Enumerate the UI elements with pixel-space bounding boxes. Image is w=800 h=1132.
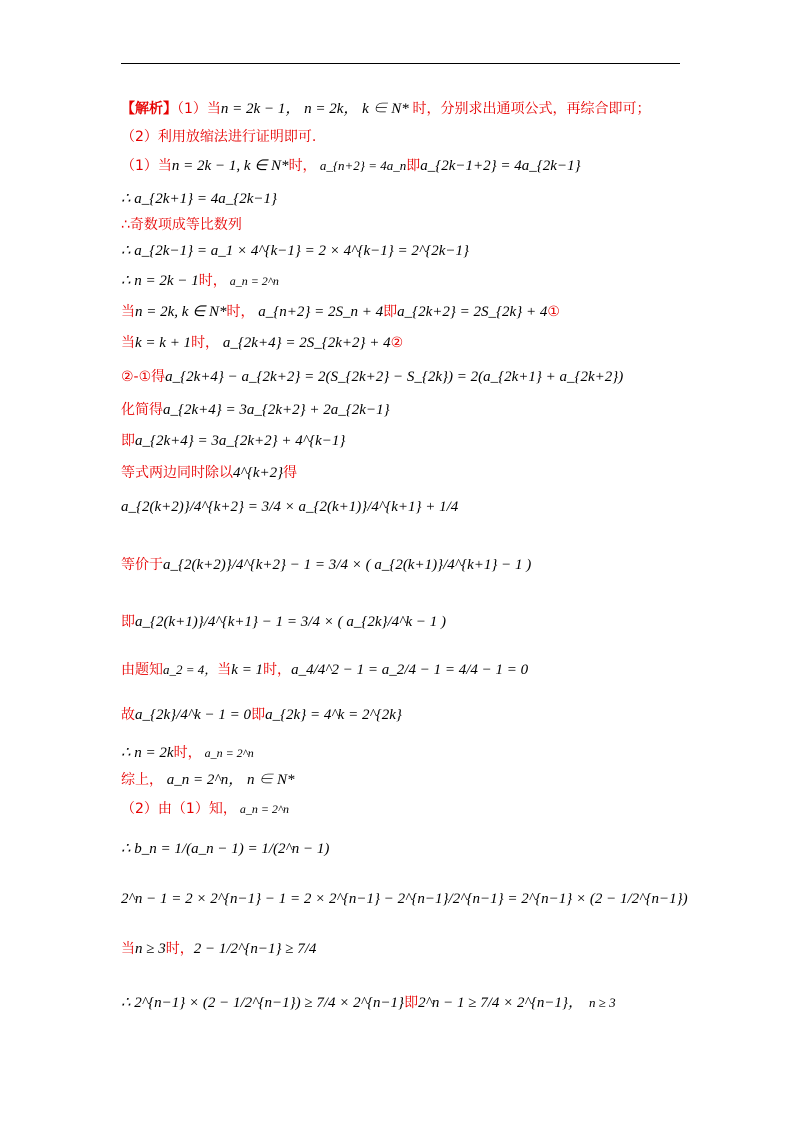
intro-text-1: （1）当: [177, 101, 221, 117]
step-math: a_{n+2} = 2S_n + 4: [254, 304, 384, 320]
step-math: ∴ n = 2k − 1: [121, 273, 199, 289]
step-text: 时，: [165, 941, 194, 957]
fraction-math: ∴ b_n = 1/(a_n − 1) = 1/(2^n − 1): [121, 841, 330, 857]
step-text: 等价于: [121, 557, 163, 573]
step-math: a_n = 2^n: [226, 274, 279, 288]
step-text: 由题知: [121, 662, 163, 678]
step-text: 即: [404, 995, 419, 1011]
part2-expand: [121, 890, 688, 908]
step-text: 时，: [198, 273, 227, 289]
step-math: n = 2k − 1, k ∈ N*: [171, 158, 289, 174]
step-math: a_2 = 4，: [163, 662, 218, 677]
intro-text-2: 时，分别求出通项公式，再综合即可；: [412, 101, 651, 117]
step-math: n = 2k, k ∈ N*: [135, 304, 227, 320]
step-math: a_{2k−1+2} = 4a_{2k−1}: [420, 158, 581, 174]
step-text: 等式两边同时除以: [121, 465, 233, 481]
step-text: 化简得: [121, 402, 163, 418]
step-text: 当: [121, 304, 135, 320]
step-text: 时，: [191, 335, 220, 351]
step-text: 时，: [226, 304, 255, 320]
step-line-10: [121, 432, 345, 450]
step-line-2: [121, 190, 277, 208]
step-math: n ≥ 3: [135, 941, 166, 957]
step-math: a_{2k+4} − a_{2k+2} = 2(S_{2k+2} − S_{2k}) = 2(a_{2k+1} + a_{2k+2}): [165, 369, 624, 385]
step-math: ∴ a_{2k−1} = a_1 × 4^{k−1} = 2 × 4^{k−1} = 2^{2k−1}: [121, 243, 469, 259]
step-text: 即: [121, 614, 135, 630]
step-math: a_{2k+2} = 2S_{2k} + 4: [397, 304, 548, 320]
solution-header: [121, 100, 651, 118]
step-math: k = 1: [231, 662, 264, 678]
step-math: a_n = 2^n: [236, 802, 289, 816]
tail-line-3: [121, 800, 289, 818]
step-text: 当: [121, 941, 135, 957]
step-math: ∴ a_{2k+1} = 4a_{2k−1}: [121, 191, 277, 207]
step-text: 即: [406, 158, 421, 174]
intro-text-3: （2）利用放缩法进行证明即可.: [121, 129, 317, 145]
step-math: n ≥ 3: [588, 995, 616, 1010]
part2-bn: [121, 840, 329, 858]
header-rule: [121, 63, 680, 64]
step-text: （1）当: [121, 158, 172, 174]
fraction-math: a_{2(k+2)}/4^{k+2} = 3/4 × a_{2(k+1)}/4^{k+1} + 1/4: [121, 499, 459, 515]
fraction-line-1: [121, 498, 458, 516]
step-text: 综上，: [121, 772, 163, 788]
circled-two: ②: [390, 335, 404, 351]
step-text: 当: [121, 335, 135, 351]
step-math: a_{n+2} = 4a_n: [316, 158, 407, 173]
fraction-line-3: [121, 613, 446, 631]
fraction-line-4: [121, 661, 528, 679]
step-text: ∴奇数项成等比数列: [121, 217, 242, 233]
step-text: 即: [383, 304, 398, 320]
step-line-1: [121, 157, 581, 175]
fraction-math: a_4/4^2 − 1 = a_2/4 − 1 = 4/4 − 1 = 0: [291, 662, 529, 678]
step-text: 时，: [288, 158, 317, 174]
step-math: a_{2k+4} = 3a_{2k+2} + 2a_{2k−1}: [163, 402, 390, 418]
step-line-5: [121, 272, 279, 290]
fraction-math: 2^n − 1 = 2 × 2^{n−1} − 1 = 2 × 2^{n−1} − 2^{n−1}/2^{n−1} = 2^{n−1} × (2 − 1/2^{n−1}): [121, 891, 688, 907]
part2-condition: [121, 940, 316, 958]
fraction-math: 2 − 1/2^{n−1} ≥ 7/4: [193, 941, 317, 957]
fraction-math: a_{2(k+2)}/4^{k+2} − 1 = 3/4 × ( a_{2(k+1)}/4^{k+1} − 1 ): [163, 557, 532, 573]
step-text: ②-①得: [121, 369, 166, 385]
step-math: a_n = 2^n: [201, 746, 254, 760]
fraction-line-5: [121, 706, 402, 724]
step-text: 时，: [263, 662, 292, 678]
step-math: ∴ n = 2k: [121, 745, 174, 761]
step-math: k = k + 1: [135, 335, 192, 351]
step-math: 4^{k+2}: [233, 465, 284, 481]
part2-final: [121, 994, 616, 1012]
step-math: a_n = 2^n， n ∈ N*: [163, 772, 295, 788]
step-text: 故: [121, 707, 135, 723]
step-line-4: [121, 242, 469, 260]
step-math: a_{2k+4} = 2S_{2k+2} + 4: [219, 335, 391, 351]
fraction-line-2: [121, 556, 531, 574]
step-line-6: [121, 303, 560, 321]
step-text: （2）由（1）知，: [121, 801, 237, 817]
step-text: 即: [251, 707, 266, 723]
fraction-math: ∴ 2^{n−1} × (2 − 1/2^{n−1}) ≥ 7/4 × 2^{n−1}: [121, 995, 405, 1011]
tail-line-2: [121, 771, 294, 789]
step-line-11: [121, 464, 297, 482]
step-text: 当: [217, 662, 232, 678]
step-math: a_{2k} = 4^k = 2^{2k}: [265, 707, 402, 723]
step-text: 即: [121, 433, 135, 449]
tail-line-1: [121, 744, 254, 762]
intro-part2: [121, 128, 316, 146]
fraction-math: a_{2(k+1)}/4^{k+1} − 1 = 3/4 × ( a_{2k}/4^k − 1 ): [135, 614, 446, 630]
step-text: 时，: [173, 745, 202, 761]
fraction-math: a_{2k}/4^k − 1 = 0: [135, 707, 252, 723]
step-math: a_{2k+4} = 3a_{2k+2} + 4^{k−1}: [135, 433, 346, 449]
step-line-3: [121, 216, 242, 234]
circled-one: ①: [547, 304, 560, 320]
solution-tag: 【解析】: [121, 101, 177, 117]
fraction-math: 2^n − 1 ≥ 7/4 × 2^{n−1}，: [418, 995, 583, 1011]
step-line-7: [121, 334, 403, 352]
step-line-8: [121, 368, 623, 386]
step-line-9: [121, 401, 390, 419]
step-text: 得: [283, 465, 298, 481]
intro-math: n = 2k − 1， n = 2k， k ∈ N*: [220, 101, 413, 117]
